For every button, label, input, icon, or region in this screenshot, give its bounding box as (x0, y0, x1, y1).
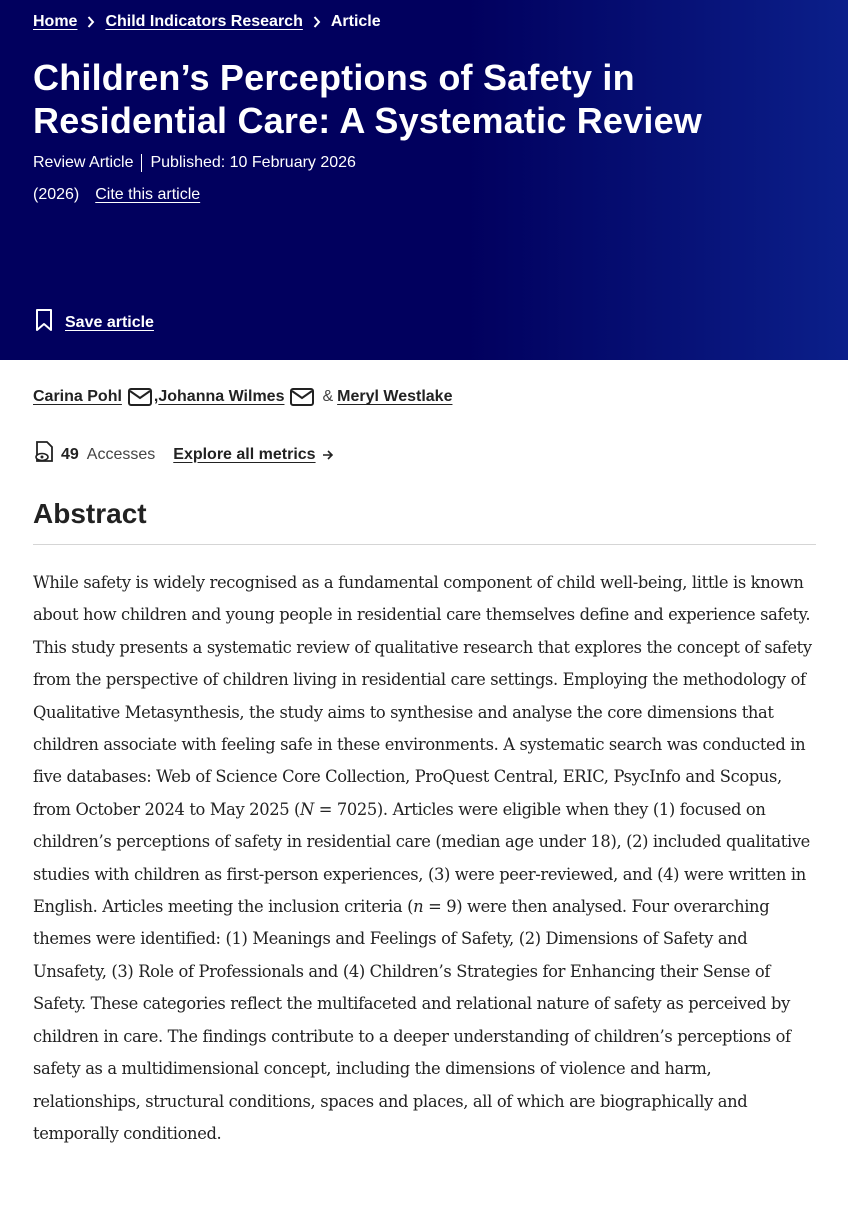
accesses-label: Accesses (86, 445, 156, 463)
article-meta (33, 154, 356, 172)
email-icon[interactable] (128, 388, 152, 406)
abstract-part: = 7025). Articles were eligible when they (1) focused on children’s perceptions of safety in residential care (median age under 18), (2) included qualitative studies with children as first-person experiences, (3) were peer-reviewed, and (4) were written in English. Articles meeting the inclusion criteria ( (33, 799, 810, 917)
save-article-label: Save article (65, 313, 154, 331)
published-date: Published: 10 February 2026 (150, 154, 356, 171)
abstract-text (33, 567, 816, 1150)
accesses-icon (33, 440, 55, 469)
author-link[interactable]: Meryl Westlake (337, 388, 453, 405)
author-list (33, 388, 452, 406)
article-header (0, 0, 848, 360)
breadcrumb-current: Article (330, 13, 381, 30)
abstract-part: = 9) were then analysed. Four overarching themes were identified: (1) Meanings and Feelings of Safety, (2) Dimensions of Safety and Unsafety, (3) Role of Professionals and (4) Children’s Strategies for Enhancing their Sense of Safety. These categories reflect the multifaceted and relational nature of safety as perceived by children in care. The findings contribute to a deeper understanding of children’s perceptions of safety as a multidimensional concept, including the dimensions of violence and harm, relationships, structural conditions, spaces and places, all of which are biographically and temporally conditioned. (33, 897, 791, 1143)
breadcrumb (33, 13, 381, 31)
cite-article-link[interactable]: Cite this article (95, 186, 201, 203)
abstract-heading: Abstract (33, 498, 147, 529)
chevron-right-icon (87, 16, 95, 28)
author-link[interactable]: Johanna Wilmes (158, 388, 285, 405)
article-citation-row (33, 186, 200, 204)
author-link[interactable]: Carina Pohl (33, 388, 122, 405)
email-icon[interactable] (290, 388, 314, 406)
arrow-right-icon (322, 449, 334, 461)
divider (33, 544, 816, 545)
article-metrics (33, 440, 334, 469)
author-ampersand: & (322, 388, 334, 405)
explore-metrics-link[interactable] (173, 446, 333, 464)
abstract-part: While safety is widely recognised as a fundamental component of child well-being, little is known about how children and young people in residential care themselves define and experience safety. This study presents a systematic review of qualitative research that explores the concept of safety from the perspective of children living in residential care settings. Employing the methodology of Qualitative Metasynthesis, the study aims to synthesise and analyse the core dimensions that children associate with feeling safe in these environments. A systematic search was conducted in five databases: Web of Science Core Collection, ProQuest Central, ERIC, PsycInfo and Scopus, from October 2024 to May 2025 ( (33, 573, 812, 819)
sample-size-symbol: n (413, 897, 424, 917)
article-year: (2026) (33, 186, 80, 203)
accesses-count: 49 (61, 445, 79, 463)
author-separator: , (153, 388, 159, 405)
bookmark-icon (33, 308, 55, 337)
sample-size-symbol: N (300, 799, 314, 819)
chevron-right-icon (313, 16, 321, 28)
meta-divider (141, 154, 142, 172)
article-type: Review Article (33, 154, 134, 171)
explore-metrics-label: Explore all metrics (173, 445, 316, 463)
save-article-button[interactable] (33, 308, 154, 337)
breadcrumb-home-link[interactable]: Home (33, 13, 78, 30)
breadcrumb-journal-link[interactable]: Child Indicators Research (105, 13, 303, 30)
article-title: Children’s Perceptions of Safety in Residential Care: A Systematic Review (33, 57, 703, 141)
